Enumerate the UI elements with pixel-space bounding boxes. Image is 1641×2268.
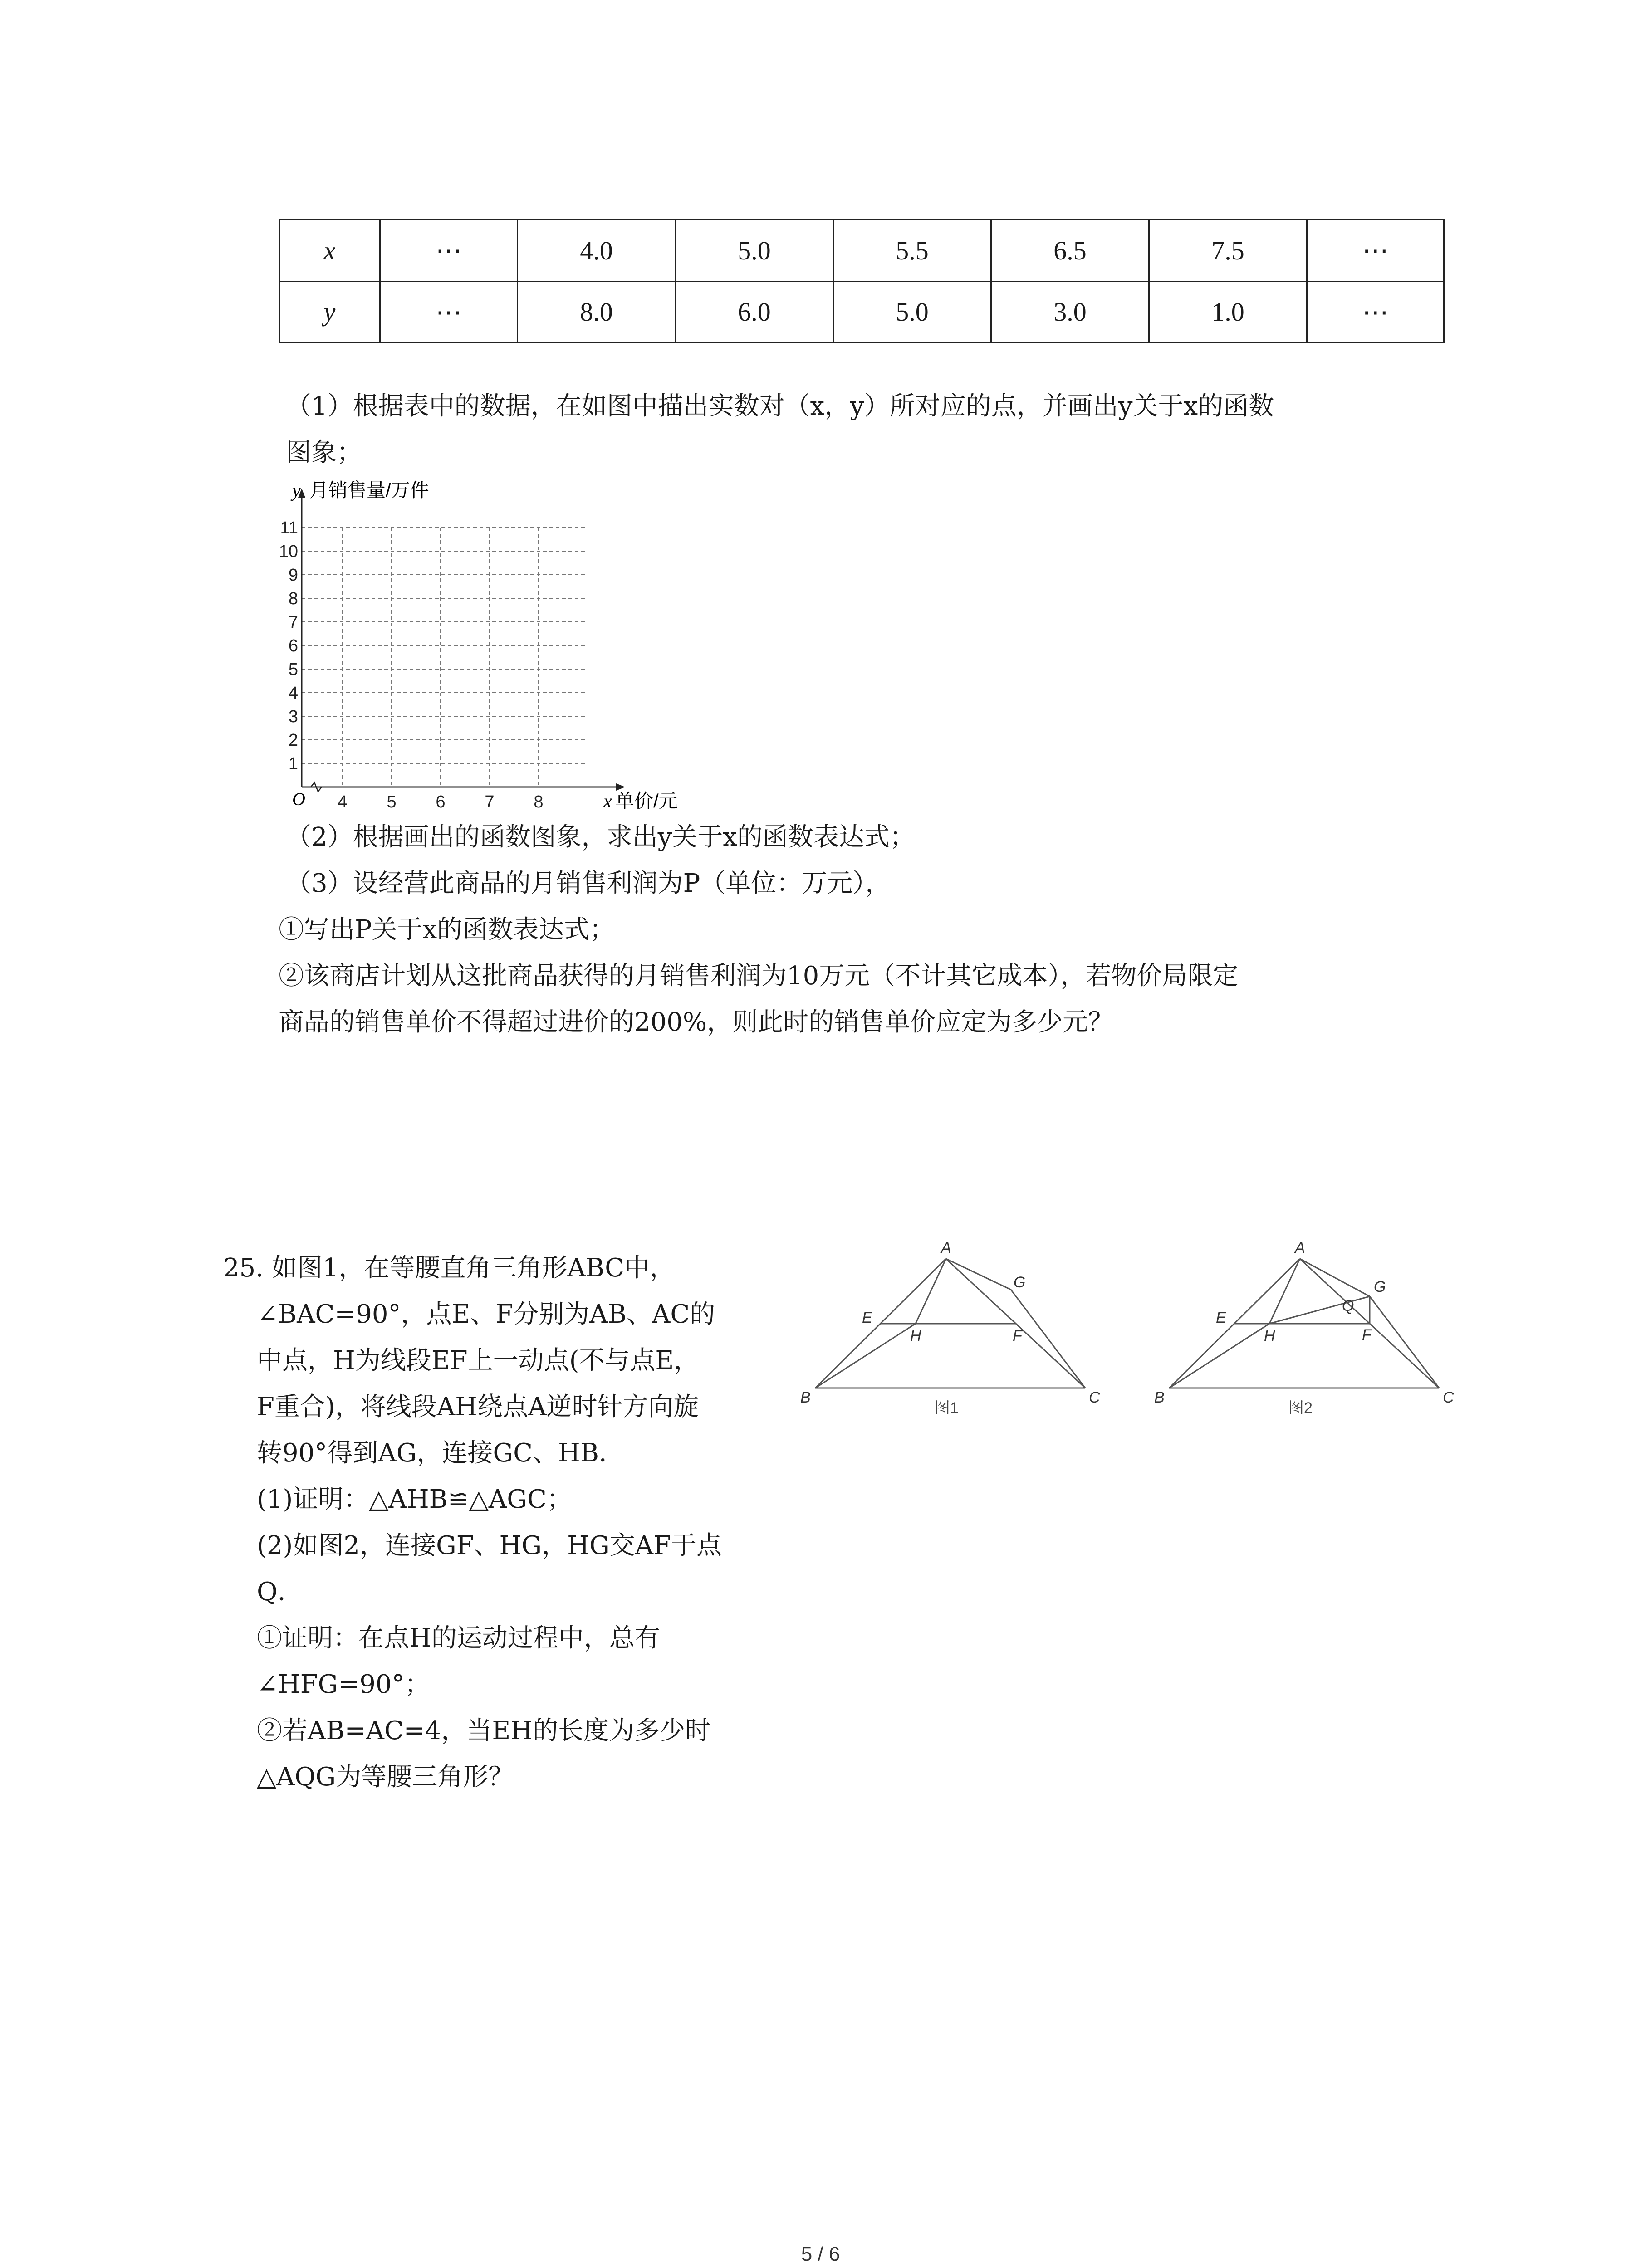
tick-labels bbox=[279, 518, 544, 811]
figure-1-caption: 图1 bbox=[935, 1399, 959, 1417]
q25-line: 转90°得到AG，连接GC、HB． bbox=[257, 1438, 625, 1468]
table-cell: ⋯ bbox=[1307, 281, 1444, 343]
table-cell: ⋯ bbox=[380, 220, 518, 282]
point-label-b: B bbox=[1154, 1389, 1165, 1406]
table-cell: 5.5 bbox=[833, 220, 991, 282]
q25-line: (1)证明：△AHB≌△AGC； bbox=[257, 1485, 572, 1514]
point-label-h: H bbox=[910, 1327, 921, 1344]
table-cell: ⋯ bbox=[1307, 220, 1444, 282]
table-cell: 7.5 bbox=[1149, 220, 1307, 282]
q24-sub1: ①写出P关于x的函数表达式； bbox=[279, 915, 615, 944]
segment-gc bbox=[1370, 1296, 1439, 1388]
y-axis-label: 月销售量/万件 bbox=[309, 479, 429, 501]
point-label-e: E bbox=[1216, 1309, 1226, 1326]
table-cell: 8.0 bbox=[518, 281, 676, 343]
segment-ah bbox=[916, 1259, 946, 1324]
table-cell: 5.0 bbox=[676, 220, 833, 282]
q24-part1-line2: 图象； bbox=[286, 438, 362, 467]
q24-part3: （3）设经营此商品的月销售利润为P（单位：万元）， bbox=[286, 869, 891, 898]
q25-line: ∠HFG=90°； bbox=[257, 1670, 430, 1699]
y-tick-label: 9 bbox=[288, 566, 298, 585]
figure-1-diagram bbox=[798, 1234, 1107, 1424]
point-label-f: F bbox=[1013, 1327, 1022, 1344]
point-label-h: H bbox=[1264, 1327, 1275, 1344]
table-cell: 6.5 bbox=[991, 220, 1149, 282]
segment-ah bbox=[1269, 1259, 1300, 1324]
q25-line: 25. 如图1，在等腰直角三角形ABC中， bbox=[223, 1253, 675, 1283]
figure-2-caption: 图2 bbox=[1288, 1399, 1313, 1417]
q25-line: 中点，H为线段EF上一动点(不与点E， bbox=[257, 1346, 700, 1375]
segment-hb bbox=[1169, 1324, 1269, 1388]
q24-sub2-line1: ②该商店计划从这批商品获得的月销售利润为10万元（不计其它成本），若物价局限定 bbox=[279, 961, 1239, 991]
q24-sub2-line2: 商品的销售单价不得超过进价的200%，则此时的销售单价应定为多少元？ bbox=[279, 1007, 1114, 1037]
table-cell: ⋯ bbox=[380, 281, 518, 343]
y-tick-label: 8 bbox=[288, 589, 298, 608]
q25-line: (2)如图2，连接GF、HG，HG交AF于点 bbox=[257, 1531, 722, 1560]
x-axis-symbol: x bbox=[603, 791, 612, 812]
page-number: 5 / 6 bbox=[801, 2243, 840, 2265]
table-cell: 1.0 bbox=[1149, 281, 1307, 343]
q25-line: Q． bbox=[257, 1577, 303, 1607]
x-tick-label: 7 bbox=[485, 792, 495, 811]
y-axis-symbol: y bbox=[292, 480, 301, 501]
table-header-x: x bbox=[279, 220, 380, 282]
table-cell: 3.0 bbox=[991, 281, 1149, 343]
y-tick-label: 10 bbox=[279, 542, 298, 561]
point-label-g: G bbox=[1014, 1274, 1026, 1291]
y-tick-label: 1 bbox=[288, 754, 298, 773]
q24-part2: （2）根据画出的函数图象，求出y关于x的函数表达式； bbox=[286, 822, 915, 852]
point-label-c: C bbox=[1089, 1389, 1100, 1406]
x-tick-label: 4 bbox=[338, 792, 348, 811]
axes bbox=[298, 489, 625, 792]
table-cell: 5.0 bbox=[833, 281, 991, 343]
table-row-x bbox=[279, 220, 1444, 282]
segment-hb bbox=[815, 1324, 916, 1388]
x-tick-label: 5 bbox=[387, 792, 397, 811]
y-tick-label: 2 bbox=[288, 731, 298, 750]
point-label-f: F bbox=[1362, 1326, 1372, 1344]
q25-line: △AQG为等腰三角形？ bbox=[257, 1762, 514, 1792]
y-tick-label: 4 bbox=[288, 684, 298, 703]
table-row-y bbox=[279, 281, 1444, 343]
xy-table bbox=[279, 219, 1445, 343]
y-tick-label: 7 bbox=[288, 613, 298, 632]
x-tick-label: 6 bbox=[436, 792, 446, 811]
table-cell: 4.0 bbox=[518, 220, 676, 282]
point-label-e: E bbox=[862, 1309, 872, 1326]
table-cell: 6.0 bbox=[676, 281, 833, 343]
point-label-g: G bbox=[1374, 1278, 1386, 1295]
q25-line: F重合)，将线段AH绕点A逆时针方向旋 bbox=[257, 1392, 699, 1422]
x-axis-label: 单价/元 bbox=[615, 790, 678, 811]
segment-ag bbox=[946, 1259, 1011, 1290]
point-label-b: B bbox=[800, 1389, 811, 1406]
point-label-q: Q bbox=[1342, 1297, 1354, 1315]
origin-label: O bbox=[292, 789, 305, 809]
coordinate-grid-chart bbox=[272, 479, 681, 823]
point-label-c: C bbox=[1443, 1389, 1454, 1406]
q25-line: ①证明：在点H的运动过程中，总有 bbox=[257, 1623, 660, 1653]
figure-2-diagram bbox=[1152, 1234, 1461, 1424]
q25-line: ∠BAC=90°，点E、F分别为AB、AC的 bbox=[257, 1300, 715, 1329]
point-label-a: A bbox=[1295, 1239, 1305, 1256]
q24-part1-line1: （1）根据表中的数据，在如图中描出实数对（x，y）所对应的点，并画出y关于x的函数 bbox=[286, 391, 1274, 421]
grid-lines bbox=[302, 528, 586, 787]
y-tick-label: 11 bbox=[280, 518, 298, 538]
y-tick-label: 3 bbox=[288, 707, 298, 726]
y-tick-label: 5 bbox=[288, 660, 298, 679]
x-tick-label: 8 bbox=[534, 792, 544, 811]
y-tick-label: 6 bbox=[288, 636, 298, 655]
x-axis-arrow bbox=[616, 783, 625, 791]
q25-line: ②若AB=AC=4，当EH的长度为多少时 bbox=[257, 1716, 711, 1745]
table-header-y: y bbox=[279, 281, 380, 343]
point-label-a: A bbox=[941, 1239, 951, 1256]
